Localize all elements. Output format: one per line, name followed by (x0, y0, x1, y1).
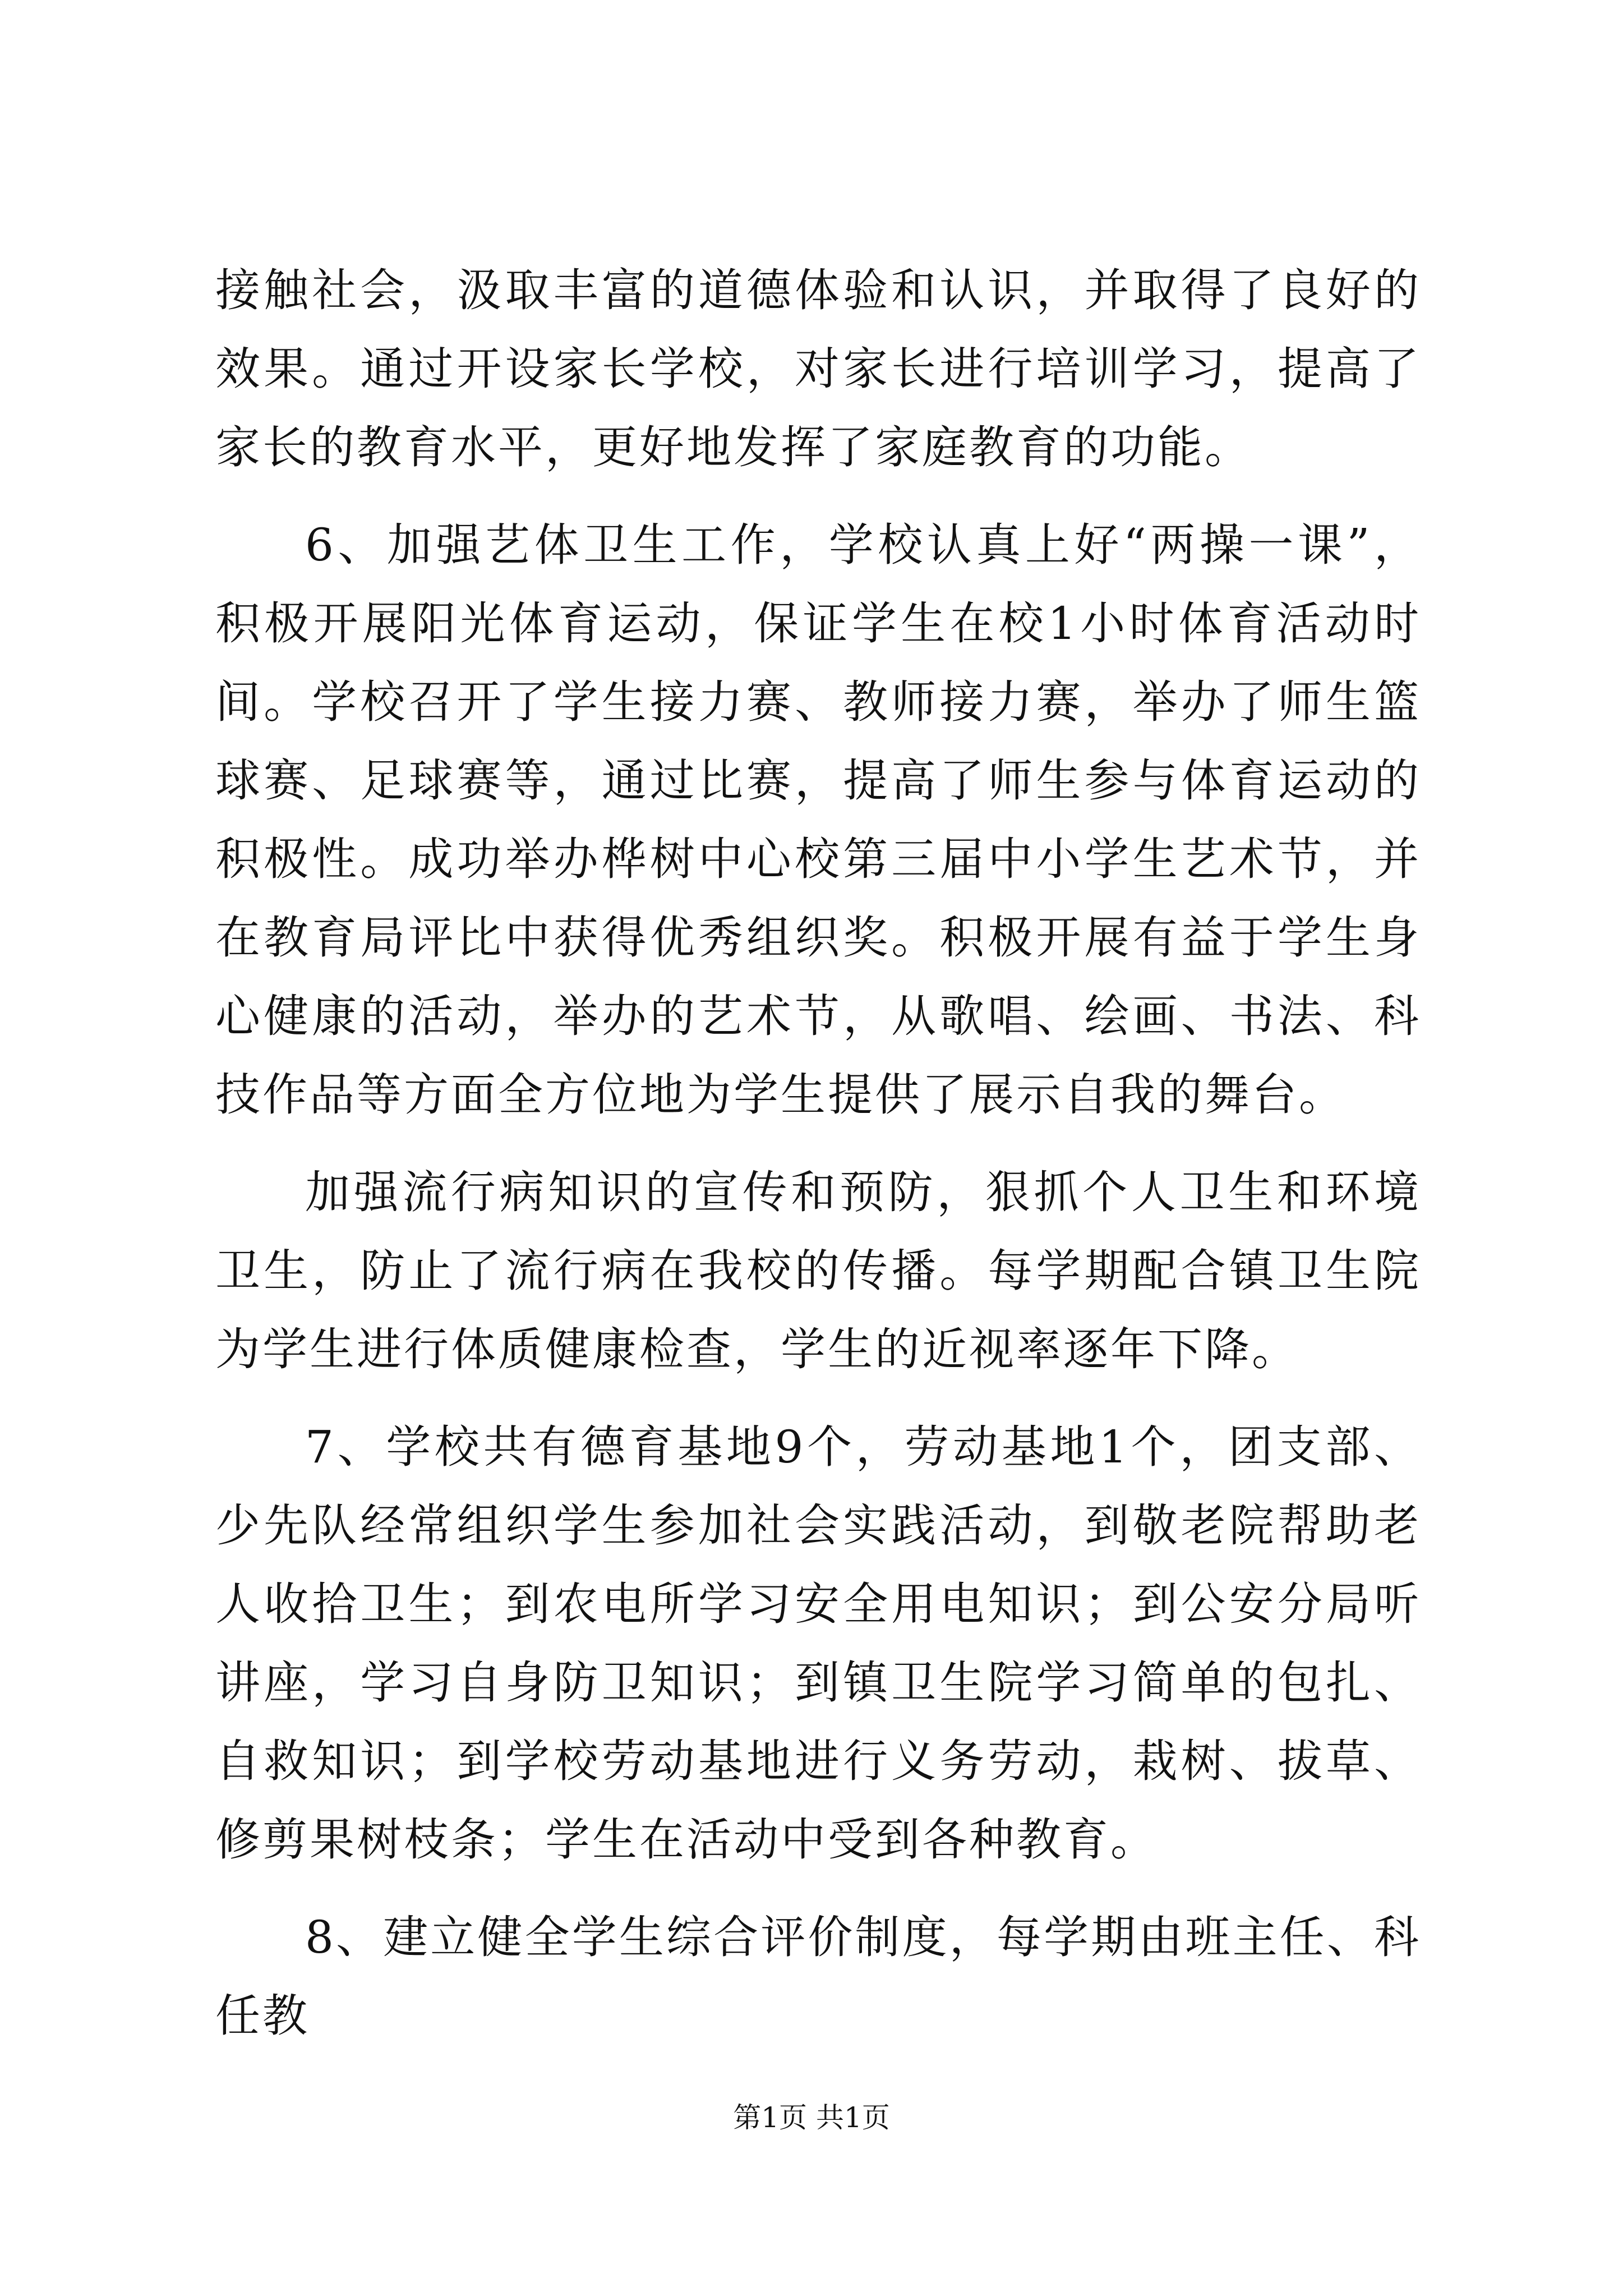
paragraph-item-7: 7、学校共有德育基地9个，劳动基地1个，团支部、少先队经常组织学生参加社会实践活动，到敬老院帮助老人收拾卫生；到农电所学习安全用电知识；到公安分局听讲座，学习自身防卫知识；到镇卫生院学习简单的包扎、自救知识；到学校劳动基地进行义务劳动，栽树、拔草、修剪果树枝条；学生在活动中受到各种教育。 (215, 1421, 1421, 1866)
paragraph-item-6: 6、加强艺体卫生工作，学校认真上好“两操一课”，积极开展阳光体育运动，保证学生在校1小时体育活动时间。学校召开了学生接力赛、教师接力赛，举办了师生篮球赛、足球赛等，通过比赛，提高了师生参与体育运动的积极性。成功举办桦树中心校第三届中小学生艺术节，并在教育局评比中获得优秀组织奖。积极开展有益于学生身心健康的活动，举办的艺术节，从歌唱、绘画、书法、科技作品等方面全方位地为学生提供了展示自我的舞台。 (215, 519, 1421, 1121)
paragraph-continuation: 接触社会，汲取丰富的道德体验和认识，并取得了良好的效果。通过开设家长学校，对家长进行培训学习，提高了家长的教育水平，更好地发挥了家庭教育的功能。 (215, 264, 1421, 473)
paragraph-epidemic-prevention: 加强流行病知识的宣传和预防，狠抓个人卫生和环境卫生，防止了流行病在我校的传播。每学期配合镇卫生院为学生进行体质健康检查，学生的近视率逐年下降。 (215, 1166, 1421, 1375)
page-footer: 第1页 共1页 (733, 2101, 890, 2134)
paragraph-item-8: 8、建立健全学生综合评价制度，每学期由班主任、科任教 (215, 1911, 1421, 2042)
document-body (215, 251, 1421, 2074)
